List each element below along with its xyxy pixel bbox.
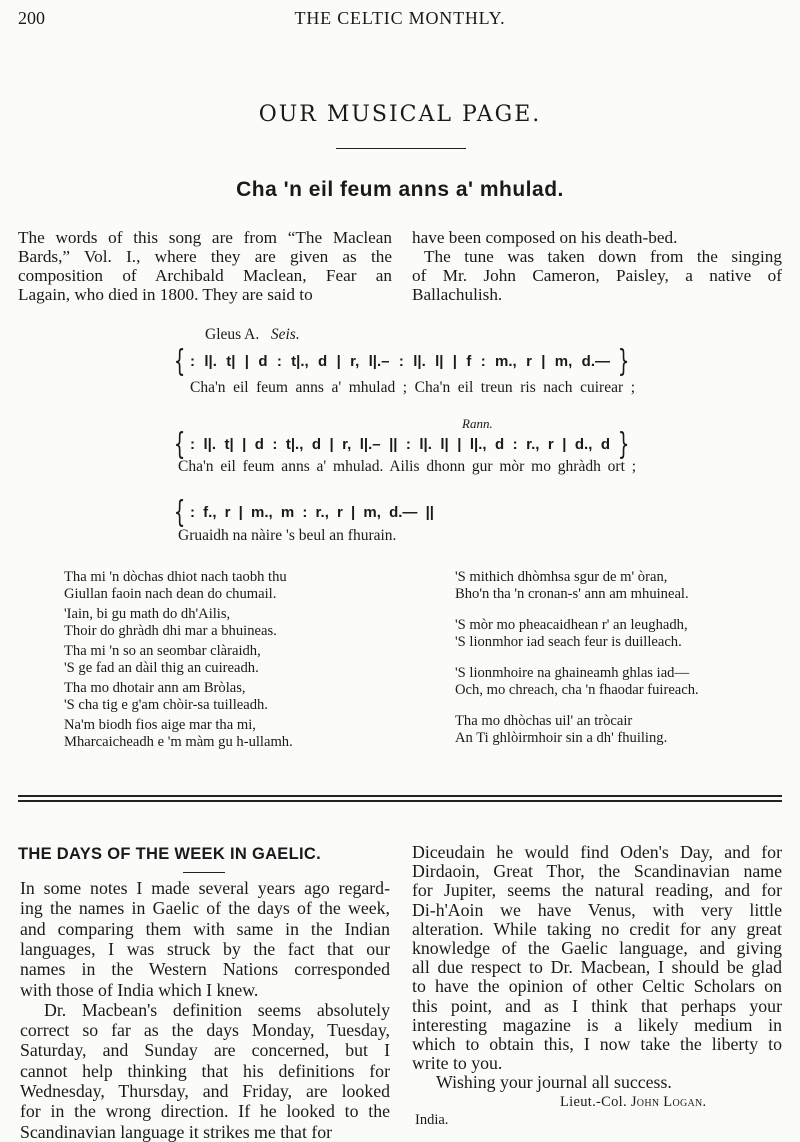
notation-line: : f., r | m., m : r., r | m, d.— || [190, 504, 434, 521]
verse-line: Giullan faoin nach dean do chumail. [64, 585, 277, 602]
brace-icon: { [173, 427, 186, 462]
verse-line: Tha mo dhotair ann am Bròlas, [64, 680, 246, 696]
verse [455, 713, 667, 746]
article-line: Di-h'Aoin we have Venus, with very little [412, 899, 782, 920]
article-line: for in the wrong direction. If he looked to the [20, 1101, 390, 1122]
article-line: Wishing your journal all success. [436, 1072, 672, 1093]
article-title: THE DAYS OF THE WEEK IN GAELIC. [18, 845, 321, 863]
verse [64, 680, 268, 713]
verse [64, 717, 293, 750]
verse-line: Bho'n tha 'n cronan-s' ann am mhuineal. [455, 585, 689, 602]
journal-title: THE CELTIC MONTHLY. [294, 8, 506, 28]
song-title: Cha 'n eil feum anns a' mhulad. [236, 178, 564, 201]
divider [336, 148, 466, 149]
article-line: Dirdaoin, Great Thor, the Scandinavian name [412, 861, 782, 882]
article-line: languages, I was struck by the fact that our [20, 938, 390, 959]
article-line: and comparing them with same in the Indian [20, 918, 390, 939]
verse-line: 'S lionmhoire na ghaineamh ghlas iad— [455, 665, 690, 681]
key-signature [205, 326, 300, 344]
double-rule-bottom [18, 800, 782, 802]
verse-line: Tha mi 'n dòchas dhiot nach taobh thu [64, 569, 287, 585]
intro-line: of Mr. John Cameron, Paisley, a native of [412, 266, 782, 285]
verse-line: Tha mi 'n so an seombar clàraidh, [64, 643, 261, 659]
lyric-line: Cha'n eil feum anns a' mhulad. Ailis dhonn gur mòr mo ghràdh ort ; [178, 458, 636, 475]
intro-line: have been composed on his death-bed. [412, 228, 678, 247]
verse [64, 569, 287, 602]
rann-label: Rann. [462, 416, 493, 431]
key-note: Seis. [270, 326, 300, 343]
verse [64, 606, 277, 639]
verse-line: Thoir do ghràdh dhi mar a bhuineas. [64, 622, 277, 639]
verse [455, 569, 689, 602]
article-line: Diceudain he would find Oden's Day, and for [412, 842, 782, 862]
verse-line: 'S mòr mo pheacaidhean r' an leughadh, [455, 617, 688, 633]
intro-line: Ballachulish. [412, 285, 503, 304]
verse-line: An Ti ghlòirmhoir sin a dh' fhuiling. [455, 729, 668, 746]
article-line: to have the opinion of other Celtic Scholars on [412, 976, 782, 997]
intro-line: Bards,” Vol. I., where they are given as the [18, 247, 392, 266]
article-line: knowledge of the Gaelic language, and giving [412, 938, 782, 958]
verse [455, 665, 699, 698]
article-line: which to obtain this, I now take the liberty to [412, 1034, 782, 1054]
verse-line: Na'm biodh fios aige mar tha mi, [64, 717, 256, 733]
article-line: write to you. [412, 1053, 503, 1074]
section-title: OUR MUSICAL PAGE. [258, 102, 542, 127]
lyric-line: Cha'n eil feum anns a' mhulad ; Cha'n eil treun ris nach cuirear ; [190, 379, 635, 396]
intro-line: The tune was taken down from the singing [424, 247, 782, 266]
intro-line: Lagain, who died in 1800. They are said to [18, 285, 313, 304]
brace-icon: } [617, 427, 630, 462]
article-line: cannot help thinking that his definitions for [20, 1060, 390, 1081]
verse-line: 'S ge fad an dàil thig an cuireadh. [64, 659, 259, 676]
intro-line: composition of Archibald Maclean, Fear an [18, 266, 392, 285]
verse-line: 'Iain, bi gu math do dh'Ailis, [64, 606, 231, 622]
notation-line: : l|. t| | d : t|., d | r, l|.– : l|. l| | f : m., r | m, d.— [190, 353, 610, 370]
verse-line: Och, mo chreach, cha 'n fhaodar fuireach. [455, 681, 699, 698]
article-line: interesting magazine is a likely medium in [412, 1014, 782, 1035]
brace-icon: { [173, 344, 186, 379]
article-line: for Jupiter, seems the natural reading, and for [412, 880, 782, 901]
notation-line: : l|. t| | d : t|., d | r, l|.– || : l|. l| | l|., d : r., r | d., d [190, 436, 610, 453]
article-line: names in the Western Nations corresponded [20, 959, 390, 980]
double-rule-top [18, 795, 782, 797]
key-label: Gleus A. [205, 326, 260, 343]
article-line: all due respect to Dr. Macbean, I should be glad [412, 957, 782, 978]
page-number: 200 [18, 8, 45, 28]
brace-icon: } [617, 344, 630, 379]
verse-line: 'S mithich dhòmhsa sgur de m' òran, [455, 569, 668, 585]
article-line: Dr. Macbean's definition seems absolutely [44, 999, 390, 1020]
verse-line: 'S cha tig e g'am chòir-sa tuilleadh. [64, 696, 268, 713]
article-line: Scandinavian language it strikes me that for [20, 1121, 333, 1142]
article-line: correct so far as the days Monday, Tuesday, [20, 1020, 390, 1041]
brace-icon: { [173, 495, 186, 530]
article-line: ing the names in Gaelic of the days of the week, [20, 898, 390, 919]
divider [183, 872, 225, 873]
article-line: Wednesday, Thursday, and Friday, are looked [20, 1081, 390, 1101]
verse-line: Tha mo dhòchas uil' an tròcair [455, 713, 633, 729]
verse [64, 643, 261, 676]
article-line: with those of India which I knew. [20, 979, 259, 1000]
article-line: In some notes I made several years ago regard- [20, 878, 390, 898]
verse [455, 617, 688, 650]
verse-line: 'S lionmhor iad seach feur is duilleach. [455, 633, 682, 650]
author-signature: Lieut.-Col. John Logan. [560, 1094, 707, 1110]
lyric-line: Gruaidh na nàire 's beul an fhurain. [178, 527, 397, 544]
author-location: India. [415, 1112, 449, 1128]
intro-line: The words of this song are from “The Maclean [18, 228, 392, 247]
verse-line: Mharcaicheadh e 'm màm gu h-ullamh. [64, 733, 293, 750]
article-line: this point, and as I think that perhaps your [412, 995, 782, 1016]
article-line: Saturday, and Sunday are concerned, but I [20, 1040, 390, 1061]
article-line: alteration. While taking no credit for any great [412, 918, 782, 939]
